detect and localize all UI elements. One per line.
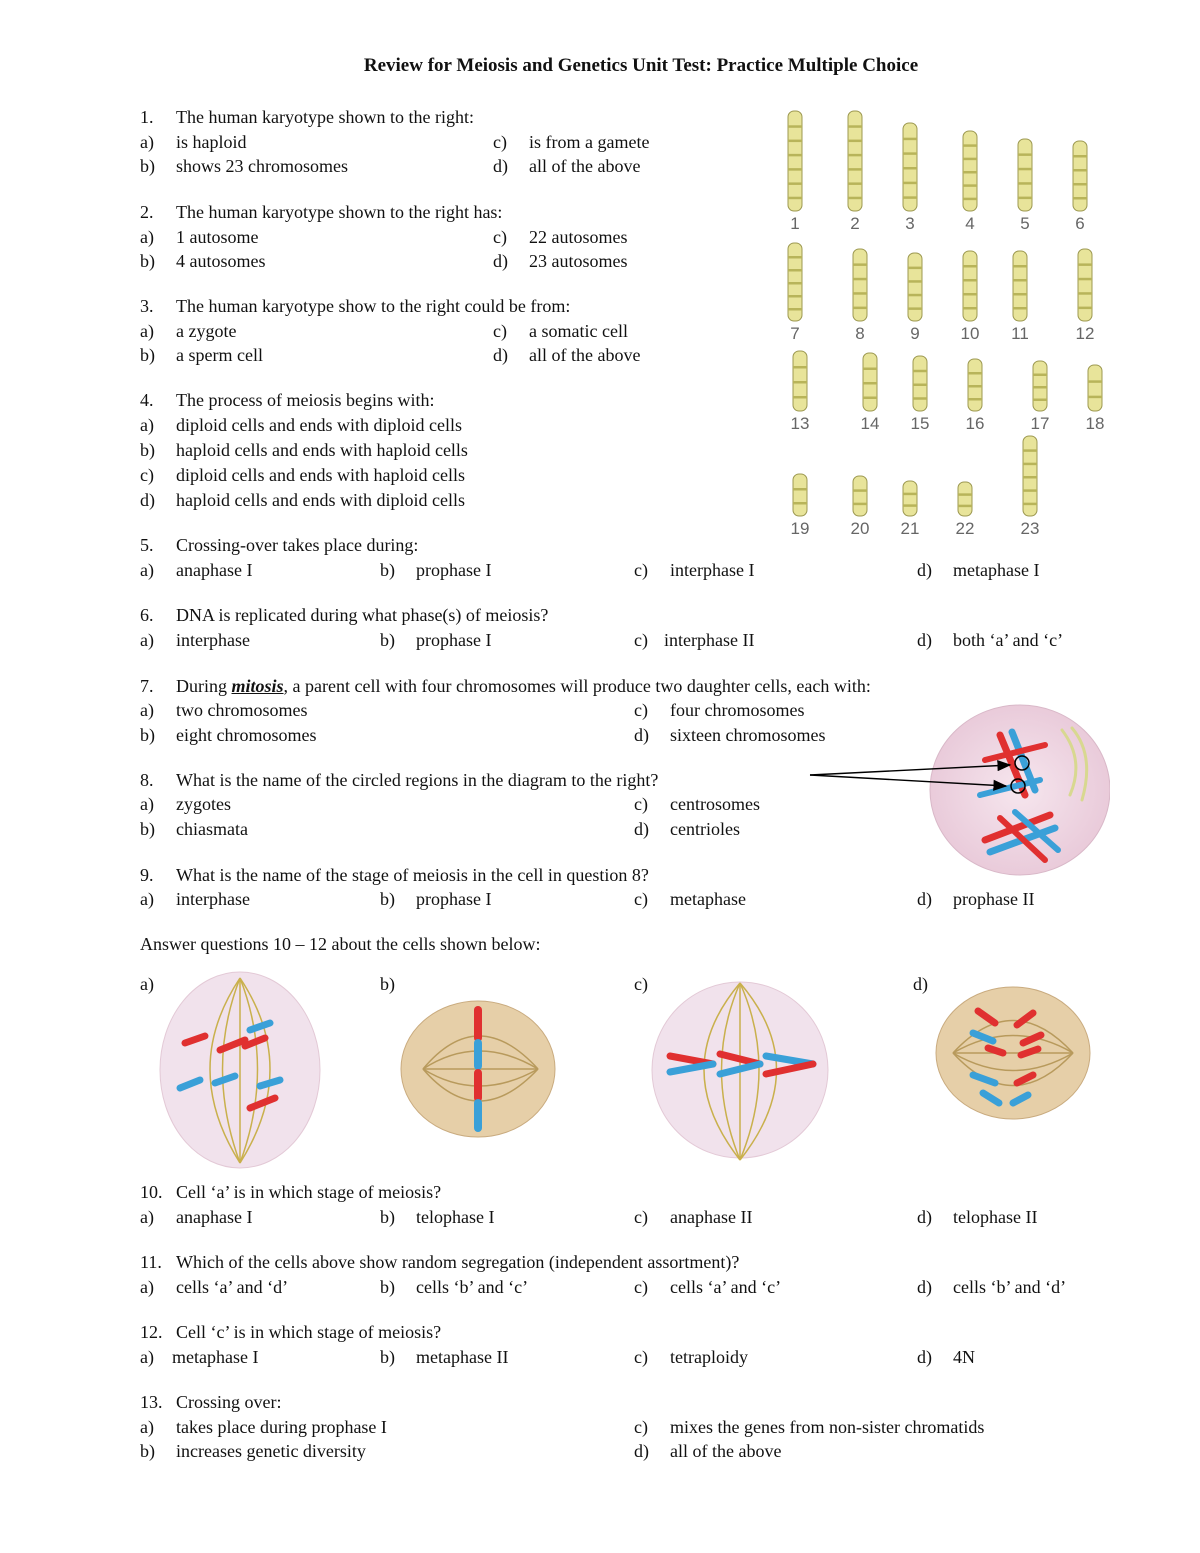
option-a: a) diploid cells and ends with diploid cells [140,415,462,435]
question-2: 2. The human karyotype shown to the right has: [140,202,503,222]
chromosome-14 [861,353,880,433]
option-d: d) metaphase I [917,560,1040,580]
chromosome-number-label: 7 [790,324,800,343]
chromosome-number-label: 14 [860,414,880,433]
option-d: d) telophase II [917,1207,1038,1227]
instruction-text: Answer questions 10 – 12 about the cells shown below: [140,934,541,954]
option-d: d) 23 autosomes [493,251,628,271]
question-stem: The human karyotype shown to the right: [176,107,474,127]
option-a: a) a zygote [140,321,237,341]
chromosome-8 [853,249,867,343]
question-4: 4. The process of meiosis begins with: [140,390,435,410]
question-11: 11. Which of the cells above show random segregation (independent assortment)? [140,1252,740,1272]
option-d: d) haploid cells and ends with diploid cells [140,490,465,510]
emphasis-mitosis: mitosis [231,676,284,696]
option-b: b) increases genetic diversity [140,1441,366,1461]
option-c: c) diploid cells and ends with haploid cells [140,465,465,485]
cell-a-diagram [150,968,330,1173]
chromosome-9 [908,253,922,343]
chromosome-number-label: 18 [1085,414,1105,433]
chromosome-number-label: 12 [1075,324,1095,343]
option-a: a) interphase [140,889,250,909]
option-a: a) interphase [140,630,250,650]
option-a: a) cells ‘a’ and ‘d’ [140,1277,289,1297]
option-d: d) all of the above [634,1441,782,1461]
option-c: c) four chromosomes [634,700,805,720]
chromosome-4 [963,131,977,233]
chromosome-number-label: 23 [1020,519,1040,538]
option-c: c) tetraploidy [634,1347,748,1367]
option-b: b) haploid cells and ends with haploid cells [140,440,468,460]
option-d: d) all of the above [493,156,641,176]
option-d: d) both ‘a’ and ‘c’ [917,630,1064,650]
option-c: c) centrosomes [634,794,760,814]
prophase-cell-diagram [800,700,1110,880]
option-b: b) prophase I [380,889,492,909]
option-b: b) cells ‘b’ and ‘c’ [380,1277,529,1297]
option-a: a) anaphase I [140,1207,253,1227]
chromosome-11 [1011,251,1029,343]
option-b: b) telophase I [380,1207,495,1227]
chromosome-16 [966,359,985,433]
chromosome-number-label: 17 [1030,414,1050,433]
option-d: d) centrioles [634,819,740,839]
option-d: d) cells ‘b’ and ‘d’ [917,1277,1067,1297]
chromosome-12 [1076,249,1095,343]
chromosome-15 [911,356,930,433]
option-b: b) prophase I [380,630,492,650]
chromosome-number-label: 20 [850,519,870,538]
option-a: a) takes place during prophase I [140,1417,387,1437]
page-title: Review for Meiosis and Genetics Unit Test: Practice Multiple Choice [363,55,919,76]
cell-label-a: a) [140,974,154,994]
chromosome-number-label: 1 [790,214,800,233]
chromosome-6 [1073,141,1087,233]
chromosome-21 [901,481,920,538]
option-c: c) interphase I [634,560,755,580]
question-13: 13. Crossing over: [140,1392,282,1412]
option-c: c) anaphase II [634,1207,753,1227]
option-b: b) prophase I [380,560,492,580]
option-c: c) cells ‘a’ and ‘c’ [634,1277,782,1297]
option-b: b) 4 autosomes [140,251,266,271]
question-number: 1. [140,107,154,127]
question-5: 5. Crossing-over takes place during: [140,535,419,555]
option-d: d) prophase II [917,889,1035,909]
question-10: 10. Cell ‘a’ is in which stage of meiosis? [140,1182,442,1202]
option-d: d) 4N [917,1347,975,1367]
chromosome-number-label: 5 [1020,214,1030,233]
cell-c-diagram [648,968,833,1173]
chromosome-23 [1021,436,1040,538]
chromosome-number-label: 11 [1011,324,1029,343]
option-b: b) chiasmata [140,819,248,839]
chromosome-number-label: 10 [960,324,980,343]
option-a: a) metaphase I [140,1347,259,1367]
chromosome-5 [1018,139,1032,233]
option-c: c) is from a gamete [493,132,650,152]
karyotype-figure [770,100,1110,545]
chromosome-1 [788,111,802,233]
chromosome-number-label: 6 [1075,214,1085,233]
chromosome-number-label: 2 [850,214,860,233]
chromosome-number-label: 4 [965,214,975,233]
cell-label-b: b) [380,974,395,994]
option-b: b) a sperm cell [140,345,263,365]
question-1 [140,106,474,128]
chromosome-number-label: 16 [965,414,985,433]
option-c: c) metaphase [634,889,746,909]
question-9: 9. What is the name of the stage of meiosis in the cell in question 8? [140,865,649,885]
option-b: b) shows 23 chromosomes [140,156,348,176]
option-d: d) sixteen chromosomes [634,725,826,745]
chromosome-number-label: 8 [855,324,865,343]
chromosome-2 [848,111,862,233]
chromosome-number-label: 13 [790,414,810,433]
chromosome-number-label: 9 [910,324,920,343]
chromosome-20 [851,476,870,538]
chromosome-18 [1086,365,1105,433]
chromosome-number-label: 19 [790,519,810,538]
option-d: d) all of the above [493,345,641,365]
cell-b-diagram [398,998,558,1140]
option-a: a) zygotes [140,794,231,814]
question-8: 8. What is the name of the circled regions in the diagram to the right? [140,770,659,790]
chromosome-22 [956,482,975,538]
question-3: 3. The human karyotype show to the right could be from: [140,296,571,316]
option-c: c) interphase II [634,630,755,650]
chromosome-number-label: 22 [955,519,975,538]
question-6: 6. DNA is replicated during what phase(s) of meiosis? [140,605,549,625]
cell-d-diagram [933,983,1093,1123]
option-c: c) mixes the genes from non-sister chromatids [634,1417,985,1437]
option-c: c) 22 autosomes [493,227,628,247]
option-b: b) metaphase II [380,1347,509,1367]
option-c: c) a somatic cell [493,321,628,341]
option-a: a) 1 autosome [140,227,259,247]
option-a: a) is haploid [140,132,247,152]
chromosome-number-label: 21 [900,519,920,538]
cell-label-c: c) [634,974,648,994]
cell-label-d: d) [913,974,928,994]
chromosome-number-label: 3 [905,214,915,233]
chromosome-3 [903,123,917,233]
chromosome-10 [961,251,980,343]
chromosome-number-label: 15 [910,414,930,433]
option-a: a) two chromosomes [140,700,308,720]
chromosome-17 [1031,361,1050,433]
chromosome-19 [791,474,810,538]
question-7: 7. During mitosis, a parent cell with four chromosomes will produce two daughter cells, each with: [140,676,871,696]
option-a: a) anaphase I [140,560,253,580]
option-b: b) eight chromosomes [140,725,317,745]
question-12: 12. Cell ‘c’ is in which stage of meiosis? [140,1322,442,1342]
chromosome-7 [788,243,802,343]
chromosome-13 [791,351,810,433]
